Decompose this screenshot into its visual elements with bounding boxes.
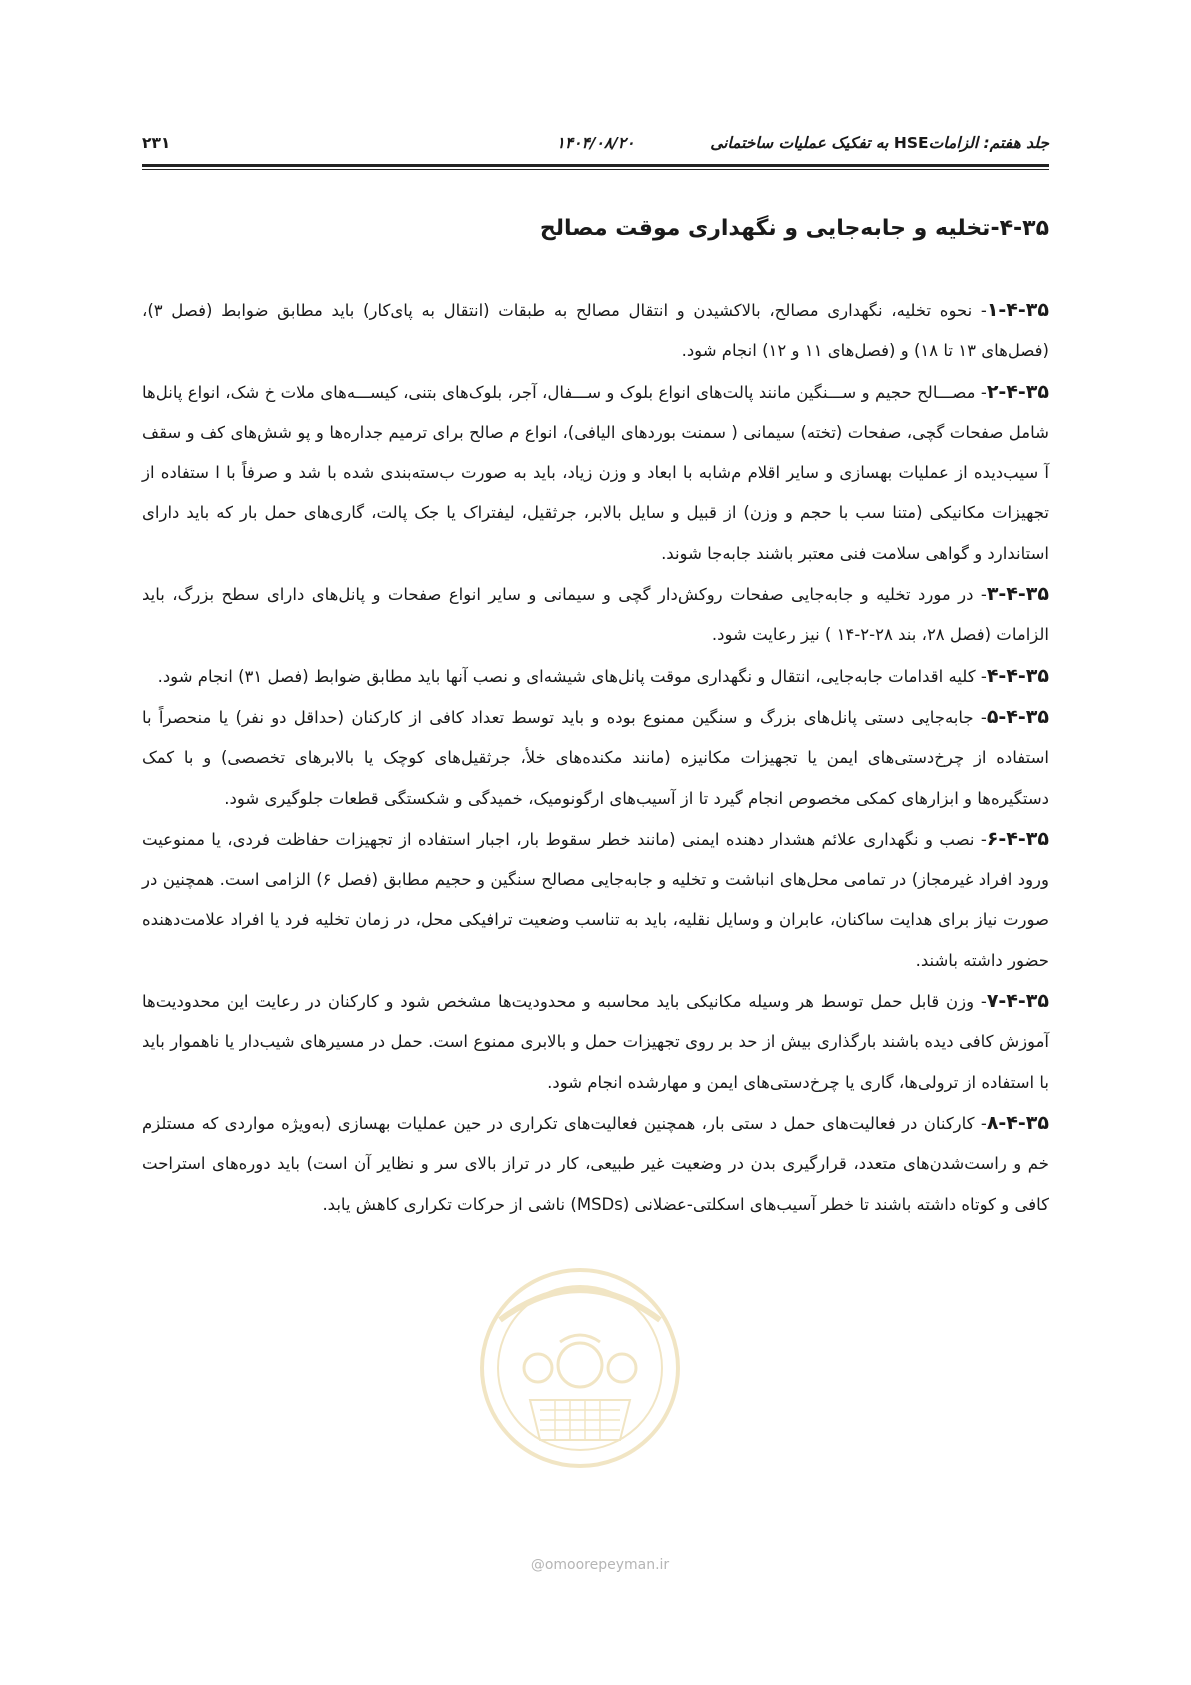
seal-watermark-icon	[470, 1250, 690, 1485]
clause-text: - جابه‌جایی دستی پانل‌های بزرگ و سنگین ممنوع بوده و باید توسط تعداد کافی از کارکنان (حداقل دو نفر) یا منحصراً با استفاده از چرخ‌دستی‌های ایمن یا تجهیزات مکانیزه (مانند مکنده‌های خلأ، جرثقیل‌های کوچک یا بالابرهای تخصصی) و با کمک دستگیره‌ها و ابزارهای کمکی مخصوص انجام گیرد تا از آسیب‌های ارگونومیک، خمیدگی و شکستگی قطعات جلوگیری شود.	[142, 707, 1049, 808]
book-title-prefix: جلد هفتم: الزامات	[928, 134, 1049, 152]
clause-paragraph	[142, 697, 1049, 819]
clause-paragraph	[142, 981, 1049, 1103]
clause-text: - نصب و نگهداری علائم هشدار دهنده ایمنی (مانند خطر سقوط بار، اجبار استفاده از تجهیزات حفاظت فردی، یا ممنوعیت ورود افراد غیرمجاز) در تمامی محل‌های انباشت و تخلیه و جابه‌جایی مصالح سنگین و حجیم مطابق (فصل ۶) الزامی است. همچنین در صورت نیاز برای هدایت ساکنان، عابران و وسایل نقلیه، باید به تناسب وضعیت ترافیکی محل، در زمان تخلیه فرد یا افراد علامت‌دهنده حضور داشته باشند.	[142, 829, 1049, 970]
clause-number: ۸-۴-۳۵	[986, 1111, 1049, 1134]
body-content	[142, 290, 1049, 1225]
clause-number: ۱-۴-۳۵	[986, 299, 1049, 321]
clause-number: ۲-۴-۳۵	[986, 380, 1049, 403]
clause-paragraph	[142, 290, 1049, 372]
clause-text: - مصـــالح حجیم و ســـنگین مانند پالت‌های انواع بلوک و ســـفال، آجر، بلوک‌های بتنی، کیســـه‌های ملات خ شک، انواع پانل‌ها شامل صفحات گچی، صفحات (تخته) سیمانی ( سمنت بوردهای الیافی)، انواع م صالح برای ترمیم جداره‌ها و پو شش‌های کف و سقف آ سیب‌دیده از عملیات بهسازی و سایر اقلام م‌شابه با ابعاد و وزن زیاد، باید به‌ صورت ب‌سته‌بندی شده با شد و صرفاً با ا ستفاده از تجهیزات مکانیکی (متنا سب با حجم و وزن) از قبیل و سایل بالابر، جرثقیل، لیفتراک یا جک پالت، گاری‌های حمل بار که باید دارای استاندارد و گواهی سلامت فنی معتبر باشند جابه‌جا شوند.	[142, 382, 1049, 563]
book-title	[710, 134, 1049, 152]
section-heading: ۴-۳۵-تخلیه و جابه‌جایی و نگهداری موقت مصالح	[539, 216, 1049, 241]
page-number: ۲۳۱	[142, 134, 171, 152]
header-divider-thin	[142, 169, 1049, 170]
clause-number: ۷-۴-۳۵	[986, 990, 1049, 1013]
clause-text: - وزن قابل حمل توسط هر وسیله مکانیکی باید محاسبه و محدودیت‌ها مشخص شود و کارکنان در رعایت این محدودیت‌ها آموزش کافی دیده باشند بارگذاری بیش از حد بر روی تجهیزات حمل و بالابری ممنوع است. حمل در مسیرهای شیب‌دار یا ناهموار باید با استفاده از ترولی‌ها، گاری یا چرخ‌دستی‌های ایمن و مهارشده انجام شود.	[142, 992, 1049, 1092]
clause-number: ۶-۴-۳۵	[986, 827, 1049, 850]
clause-paragraph	[142, 819, 1049, 981]
clause-text: - نحوه تخلیه، نگهداری مصالح، بالاکشیدن و انتقال مصالح به طبقات (انتقال به پای‌کار) باید مطابق ضوابط (فصل ۳)، (فصل‌های ۱۳ تا ۱۸) و (فصل‌های ۱۱ و ۱۲) انجام شود.	[142, 301, 1049, 361]
clause-number: ۴-۴-۳۵	[986, 664, 1049, 687]
clause-number: ۳-۴-۳۵	[986, 583, 1049, 606]
header-date: ۱۴۰۴/۰۸/۲۰	[556, 134, 635, 152]
site-watermark: @omoorepeyman.ir	[530, 1557, 670, 1573]
clause-paragraph	[142, 1103, 1049, 1225]
clause-paragraph	[142, 656, 1049, 697]
page-header	[142, 128, 1049, 158]
clause-text: - کارکنان در فعالیت‌های حمل د ستی بار، همچنین فعالیت‌های تکراری در حین عملیات بهسازی (به‌ویژه مواردی که مستلزم خم و راست‌شدن‌های متعدد، قرارگیری بدن در وضعیت غیر طبیعی، کار در تراز بالای سر و نظایر آن است) باید دوره‌های استراحت کافی و کوتاه داشته باشند تا خطر آسیب‌های اسکلتی-عضلانی (MSDs) ناشی از حرکات تکراری کاهش یابد.	[142, 1113, 1049, 1214]
book-title-suffix: به تفکیک عملیات ساختمانی	[710, 134, 894, 152]
clause-paragraph	[142, 574, 1049, 656]
clause-paragraph	[142, 372, 1049, 574]
header-divider	[142, 164, 1049, 167]
clause-text: - در مورد تخلیه و جابه‌جایی صفحات روکش‌دار گچی و سیمانی و سایر انواع صفحات و پانل‌های دارای سطح بزرگ، باید الزامات (فصل ۲۸، بند ۲۸-۲-۱۴ ) نیز رعایت شود.	[142, 585, 1049, 645]
book-title-acronym: HSE	[893, 134, 929, 152]
clause-number: ۵-۴-۳۵	[986, 705, 1049, 728]
clause-text: - کلیه اقدامات جابه‌جایی، انتقال و نگهداری موقت پانل‌های شیشه‌ای و نصب آنها باید مطابق ضوابط (فصل ۳۱) انجام شود.	[157, 666, 987, 686]
